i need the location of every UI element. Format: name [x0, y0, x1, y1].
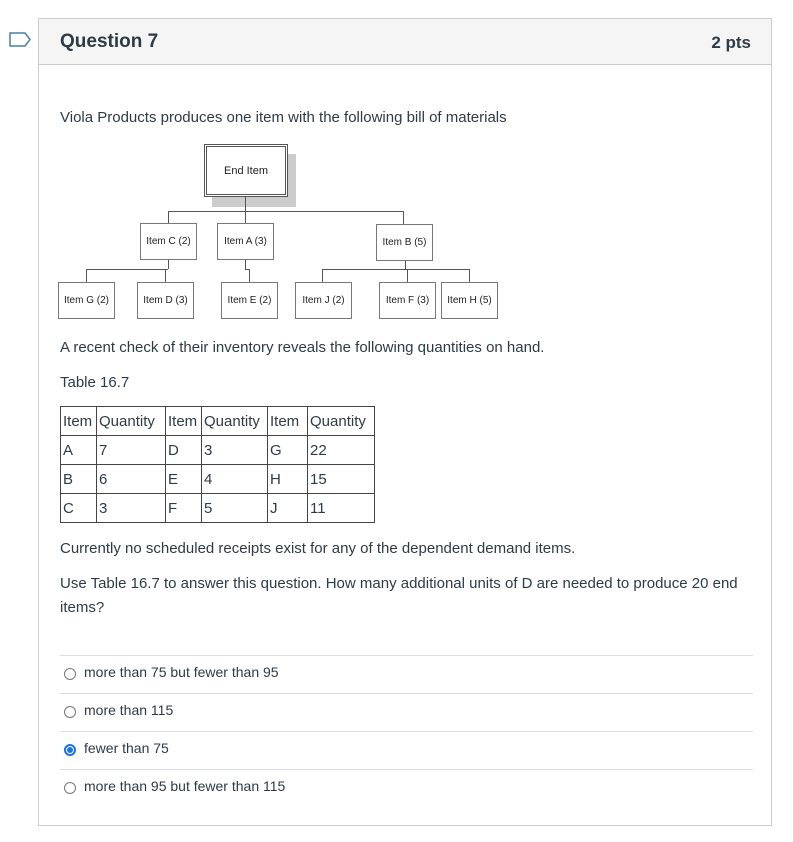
inventory-text: A recent check of their inventory reveals the following quantities on hand.	[60, 339, 545, 356]
table-cell: 15	[308, 465, 375, 494]
question-header	[39, 19, 771, 65]
bom-item-b: Item B (5)	[376, 224, 433, 261]
bom-connector-line	[322, 269, 469, 270]
answer-option[interactable]	[60, 731, 753, 770]
bom-connector-line	[245, 197, 246, 211]
column-header: Item	[268, 407, 308, 436]
radio-button[interactable]	[64, 782, 76, 794]
inventory-table	[60, 406, 375, 523]
table-cell: 11	[308, 494, 375, 523]
question-title: Question 7	[60, 31, 159, 52]
column-header: Quantity	[202, 407, 268, 436]
answer-option-label[interactable]: more than 75 but fewer than 95	[84, 664, 279, 680]
radio-button[interactable]	[64, 744, 76, 756]
table-row	[61, 465, 375, 494]
table-caption: Table 16.7	[60, 374, 130, 391]
bom-item-g: Item G (2)	[58, 282, 115, 319]
receipts-text: Currently no scheduled receipts exist for any of the dependent demand items.	[60, 540, 576, 557]
bom-connector-line	[168, 259, 169, 269]
bom-connector-line	[249, 269, 250, 282]
table-cell: F	[166, 494, 202, 523]
bom-connector-line	[403, 211, 404, 224]
bom-connector-line	[168, 211, 169, 223]
bom-end-item: End Item	[204, 144, 288, 197]
table-cell: 7	[97, 436, 166, 465]
table-cell: 4	[202, 465, 268, 494]
bom-item-h: Item H (5)	[441, 282, 498, 319]
bookmark-flag-icon[interactable]	[9, 32, 31, 47]
bom-item-c: Item C (2)	[140, 223, 197, 260]
table-row	[61, 494, 375, 523]
bom-connector-line	[407, 269, 408, 282]
question-prompt: Use Table 16.7 to answer this question. How many additional units of D are needed to produce 20 end items?	[60, 575, 738, 616]
table-cell: E	[166, 465, 202, 494]
bom-item-j: Item J (2)	[295, 282, 352, 319]
table-cell: 6	[97, 465, 166, 494]
bom-connector-line	[165, 269, 166, 282]
table-header-row	[61, 407, 375, 436]
bom-item-f: Item F (3)	[379, 282, 436, 319]
table-cell: 22	[308, 436, 375, 465]
radio-button[interactable]	[64, 668, 76, 680]
bom-connector-line	[405, 260, 406, 269]
bom-connector-line	[168, 211, 403, 212]
table-cell: A	[61, 436, 97, 465]
intro-text: Viola Products produces one item with the following bill of materials	[60, 109, 507, 126]
bom-item-a: Item A (3)	[217, 223, 274, 260]
column-header: Quantity	[308, 407, 375, 436]
table-cell: H	[268, 465, 308, 494]
radio-button[interactable]	[64, 706, 76, 718]
question-points: 2 pts	[711, 33, 751, 52]
answer-option[interactable]	[60, 693, 753, 732]
bom-connector-line	[469, 269, 470, 282]
answer-option-label[interactable]: more than 115	[84, 702, 174, 718]
table-row	[61, 436, 375, 465]
column-header: Item	[61, 407, 97, 436]
answer-option-label[interactable]: fewer than 75	[84, 740, 169, 756]
table-cell: G	[268, 436, 308, 465]
answer-option-label[interactable]: more than 95 but fewer than 115	[84, 778, 286, 794]
answer-option[interactable]	[60, 655, 753, 694]
bom-connector-line	[245, 211, 246, 223]
table-cell: C	[61, 494, 97, 523]
table-cell: 5	[202, 494, 268, 523]
column-header: Quantity	[97, 407, 166, 436]
bom-connector-line	[86, 269, 87, 282]
bom-connector-line	[322, 269, 323, 282]
answer-option[interactable]	[60, 769, 753, 808]
table-cell: 3	[97, 494, 166, 523]
table-cell: 3	[202, 436, 268, 465]
table-cell: J	[268, 494, 308, 523]
bom-item-d: Item D (3)	[137, 282, 194, 319]
bom-item-e: Item E (2)	[221, 282, 278, 319]
table-cell: B	[61, 465, 97, 494]
column-header: Item	[166, 407, 202, 436]
bom-connector-line	[245, 259, 246, 269]
bom-connector-line	[86, 269, 168, 270]
table-cell: D	[166, 436, 202, 465]
